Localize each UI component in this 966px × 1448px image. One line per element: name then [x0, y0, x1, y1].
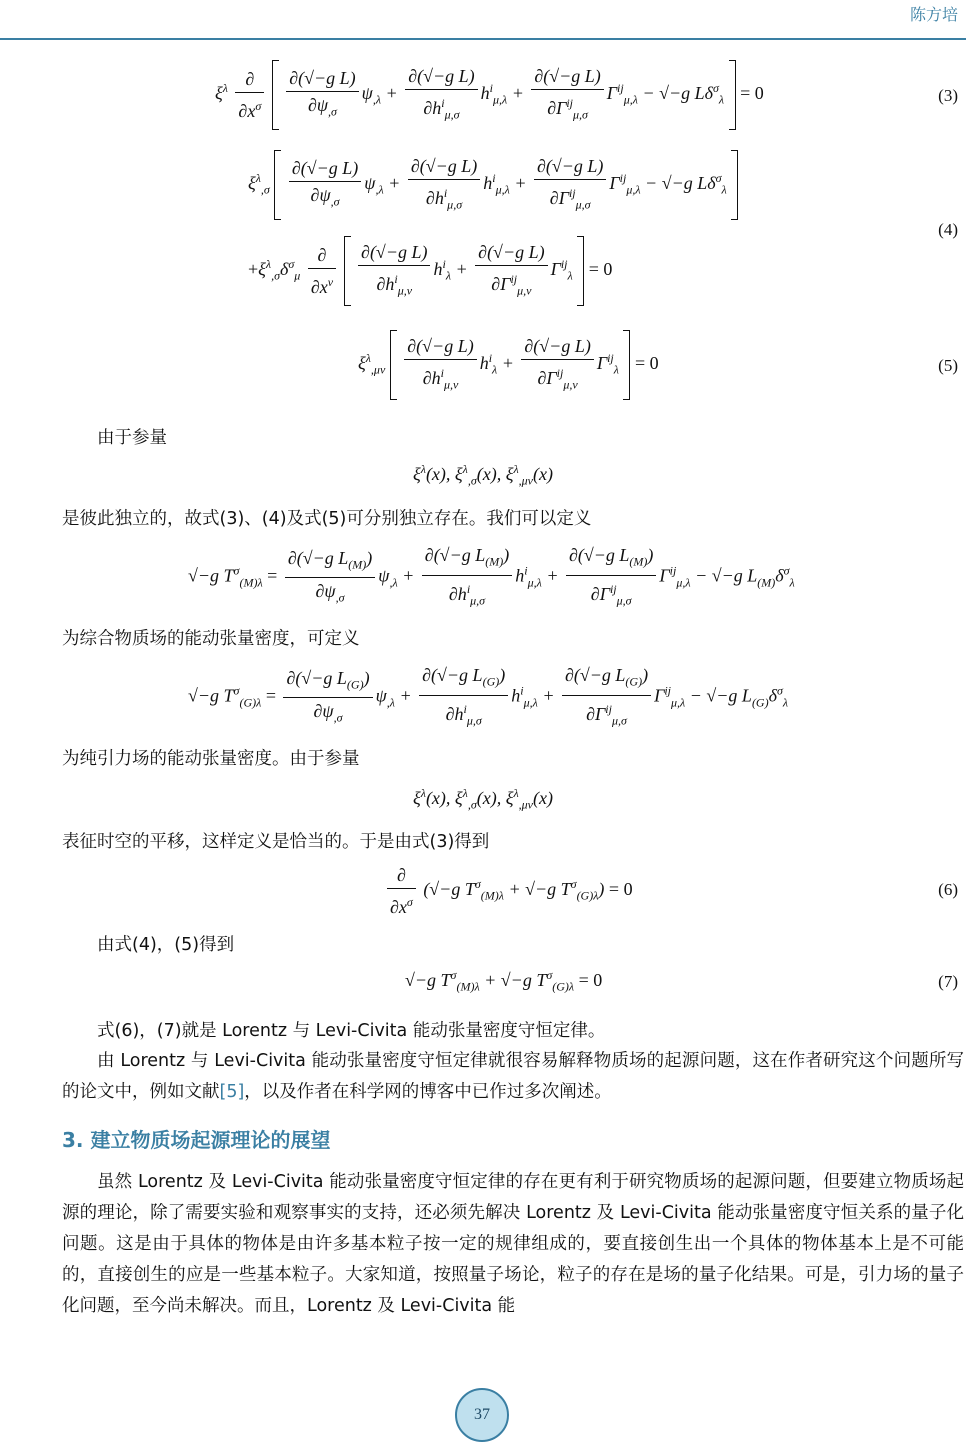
- paragraph: 虽然 Lorentz 及 Levi-Civita 能动张量密度守恒定律的存在更有利于研究物质场的起源问题，但要建立物质场起源的理论，除了需要实验和观察事实的支持，还必须先解决 Lorentz 及 Levi-Civita 能动张量密度守恒关系的量子化问题。这是由于具体的物体是由许多基本粒子按一定的规律组成的，要直接创生出一个具体的物体基本上是不可能的，直接创生的应是一些基本粒子。大家知道，按照量子场论，粒子的存在是场的量子化结果。可是，引力场的量子化问题，至今尚未解决。而且，Lorentz 及 Levi-Civita 能: [62, 1172, 964, 1316]
- paragraph: [62, 1046, 964, 1108]
- equation-7: √−g $T^\sigma_{(M)\lambda} + √-g$ $T^\sigma_{(G)\lambda} = 0$ (7): [405, 968, 958, 994]
- definition-matter-tensor: √−g $T^\sigma_{(M)\lambda}$ = $\frac{\partial(√-g L_{(M)})}{\partial\psi_{,\sigma}}$ $\psi_{,\lambda}$ + $\frac{\partial(√-g L_{(M)})}{\partial h^i_{\mu,\sigma}}$ $h^i_{\mu,\lambda}$ + $\frac{\partial(√-g L_{(M)})}{\partial\Gamma^{ij}_{\mu,\sigma}}$ $\Gamma^{ij}_{\mu,\lambda} - √-g$ $L_{(M)}\delta^\sigma_\lambda$: [0, 540, 966, 620]
- section-heading: 3. 建立物质场起源理论的展望: [62, 1128, 331, 1152]
- paragraph: 是彼此独立的，故式(3)、(4)及式(5)可分别独立存在。我们可以定义: [62, 509, 592, 529]
- equation-4: $\xi^\lambda_{,\sigma}$ $\frac{\text{∂(√−g L)}}{\partial\psi_{,\sigma}}$ $\psi_{,\lambda}$ + $\frac{\text{∂(√−g L)}}{\partial h^i_{\mu,\sigma}}$ $h^i_{\mu,\lambda}$ + $\frac{\text{∂(√−g L)}}{\partial\Gamma^{ij}_{\mu,\sigma}}$ $\Gamma^{ij}_{\mu,\lambda} - √-g$ $L\delta^\sigma_\lambda$ $+\xi^\lambda_{,\sigma}\delta^\sigma_\mu$ $\frac{\partial}{\partial x^\nu}$ $\frac{\text{∂(√−g L)}}{\partial h^i_{\mu,\nu}}$ $h^i_\lambda$ + $\frac{\text{∂(√−g L)}}{\partial\Gamma^{ij}_{\mu,\nu}}$ $\Gamma^{ij}_\lambda = 0$ (4): [0, 148, 966, 318]
- parameter-line: $\xi^\lambda(x)$, $\xi^\lambda_{,\sigma}(x)$, $\xi^\lambda_{,\mu\nu}(x)$: [413, 786, 553, 812]
- equation-number: (3): [938, 86, 958, 105]
- paragraph-text: ，以及作者在科学网的博客中已作过多次阐述。: [244, 1082, 612, 1102]
- paragraph: 为纯引力场的能动张量密度。由于参量: [62, 749, 360, 769]
- reference-link[interactable]: [5]: [219, 1082, 245, 1102]
- equation-3: $\xi^\lambda$ $\frac{\partial}{\partial x^\sigma}$ $\frac{\text{∂(√−g L)}}{\partial\psi_{,\sigma}}$ $\psi_{,\lambda}$ + $\frac{\text{∂(√−g L)}}{\partial h^i_{\mu,\sigma}}$ $h^i_{\mu,\lambda}$ + $\frac{\text{∂(√−g L)}}{\partial\Gamma^{ij}_{\mu,\sigma}}$ $\Gamma^{ij}_{\mu,\lambda} - √-g$ $L\delta^\sigma_\lambda = 0$ (3): [0, 58, 966, 138]
- equation-number: (5): [938, 356, 958, 375]
- page-number: 37: [455, 1388, 509, 1442]
- paragraph: 式(6)，(7)就是 Lorentz 与 Levi-Civita 能动张量密度守恒定律。: [97, 1021, 606, 1041]
- parameter-line: $\xi^\lambda(x)$, $\xi^\lambda_{,\sigma}(x)$, $\xi^\lambda_{,\mu\nu}(x)$: [413, 462, 553, 488]
- header-author: 陈方培: [909, 5, 958, 24]
- paragraph: 为综合物质场的能动张量密度，可定义: [62, 629, 360, 649]
- paragraph: 由式(4)，(5)得到: [97, 935, 235, 955]
- equation-number: (4): [938, 220, 958, 239]
- header-rule: [0, 38, 966, 40]
- equation-5: $\xi^\lambda_{,\mu\nu}$ $\frac{\text{∂(√−g L)}}{\partial h^i_{\mu,\nu}}$ $h^i_\lambda$ + $\frac{\text{∂(√−g L)}}{\partial\Gamma^{ij}_{\mu,\nu}}$ $\Gamma^{ij}_\lambda = 0$ (5): [0, 328, 966, 408]
- equation-number: (7): [938, 972, 958, 991]
- equation-number: (6): [938, 880, 958, 899]
- paragraph-text: 由 Lorentz 与 Levi-Civita 能动张量密度守恒定律就很容易解释物质场的起源问题，这在作者研究这个问题所写的论文中，例如文献: [62, 1051, 964, 1102]
- paragraph: 表征时空的平移，这样定义是恰当的。于是由式(3)得到: [62, 832, 490, 852]
- definition-gravity-tensor: √−g $T^\sigma_{(G)\lambda}$ = $\frac{\partial(√-g L_{(G)})}{\partial\psi_{,\sigma}}$ $\psi_{,\lambda}$ + $\frac{\partial(√-g L_{(G)})}{\partial h^i_{\mu,\sigma}}$ $h^i_{\mu,\lambda}$ + $\frac{\partial(√-g L_{(G)})}{\partial\Gamma^{ij}_{\mu,\sigma}}$ $\Gamma^{ij}_{\mu,\lambda} - √-g$ $L_{(G)}\delta^\sigma_\lambda$: [0, 660, 966, 740]
- paragraph: 由于参量: [97, 428, 167, 448]
- equation-6: $\frac{\partial}{\partial x^\sigma}$ (√−g $T^\sigma_{(M)\lambda} + √-g$ $T^\sigma_{(G)\lambda}) = 0$ (6): [0, 862, 966, 922]
